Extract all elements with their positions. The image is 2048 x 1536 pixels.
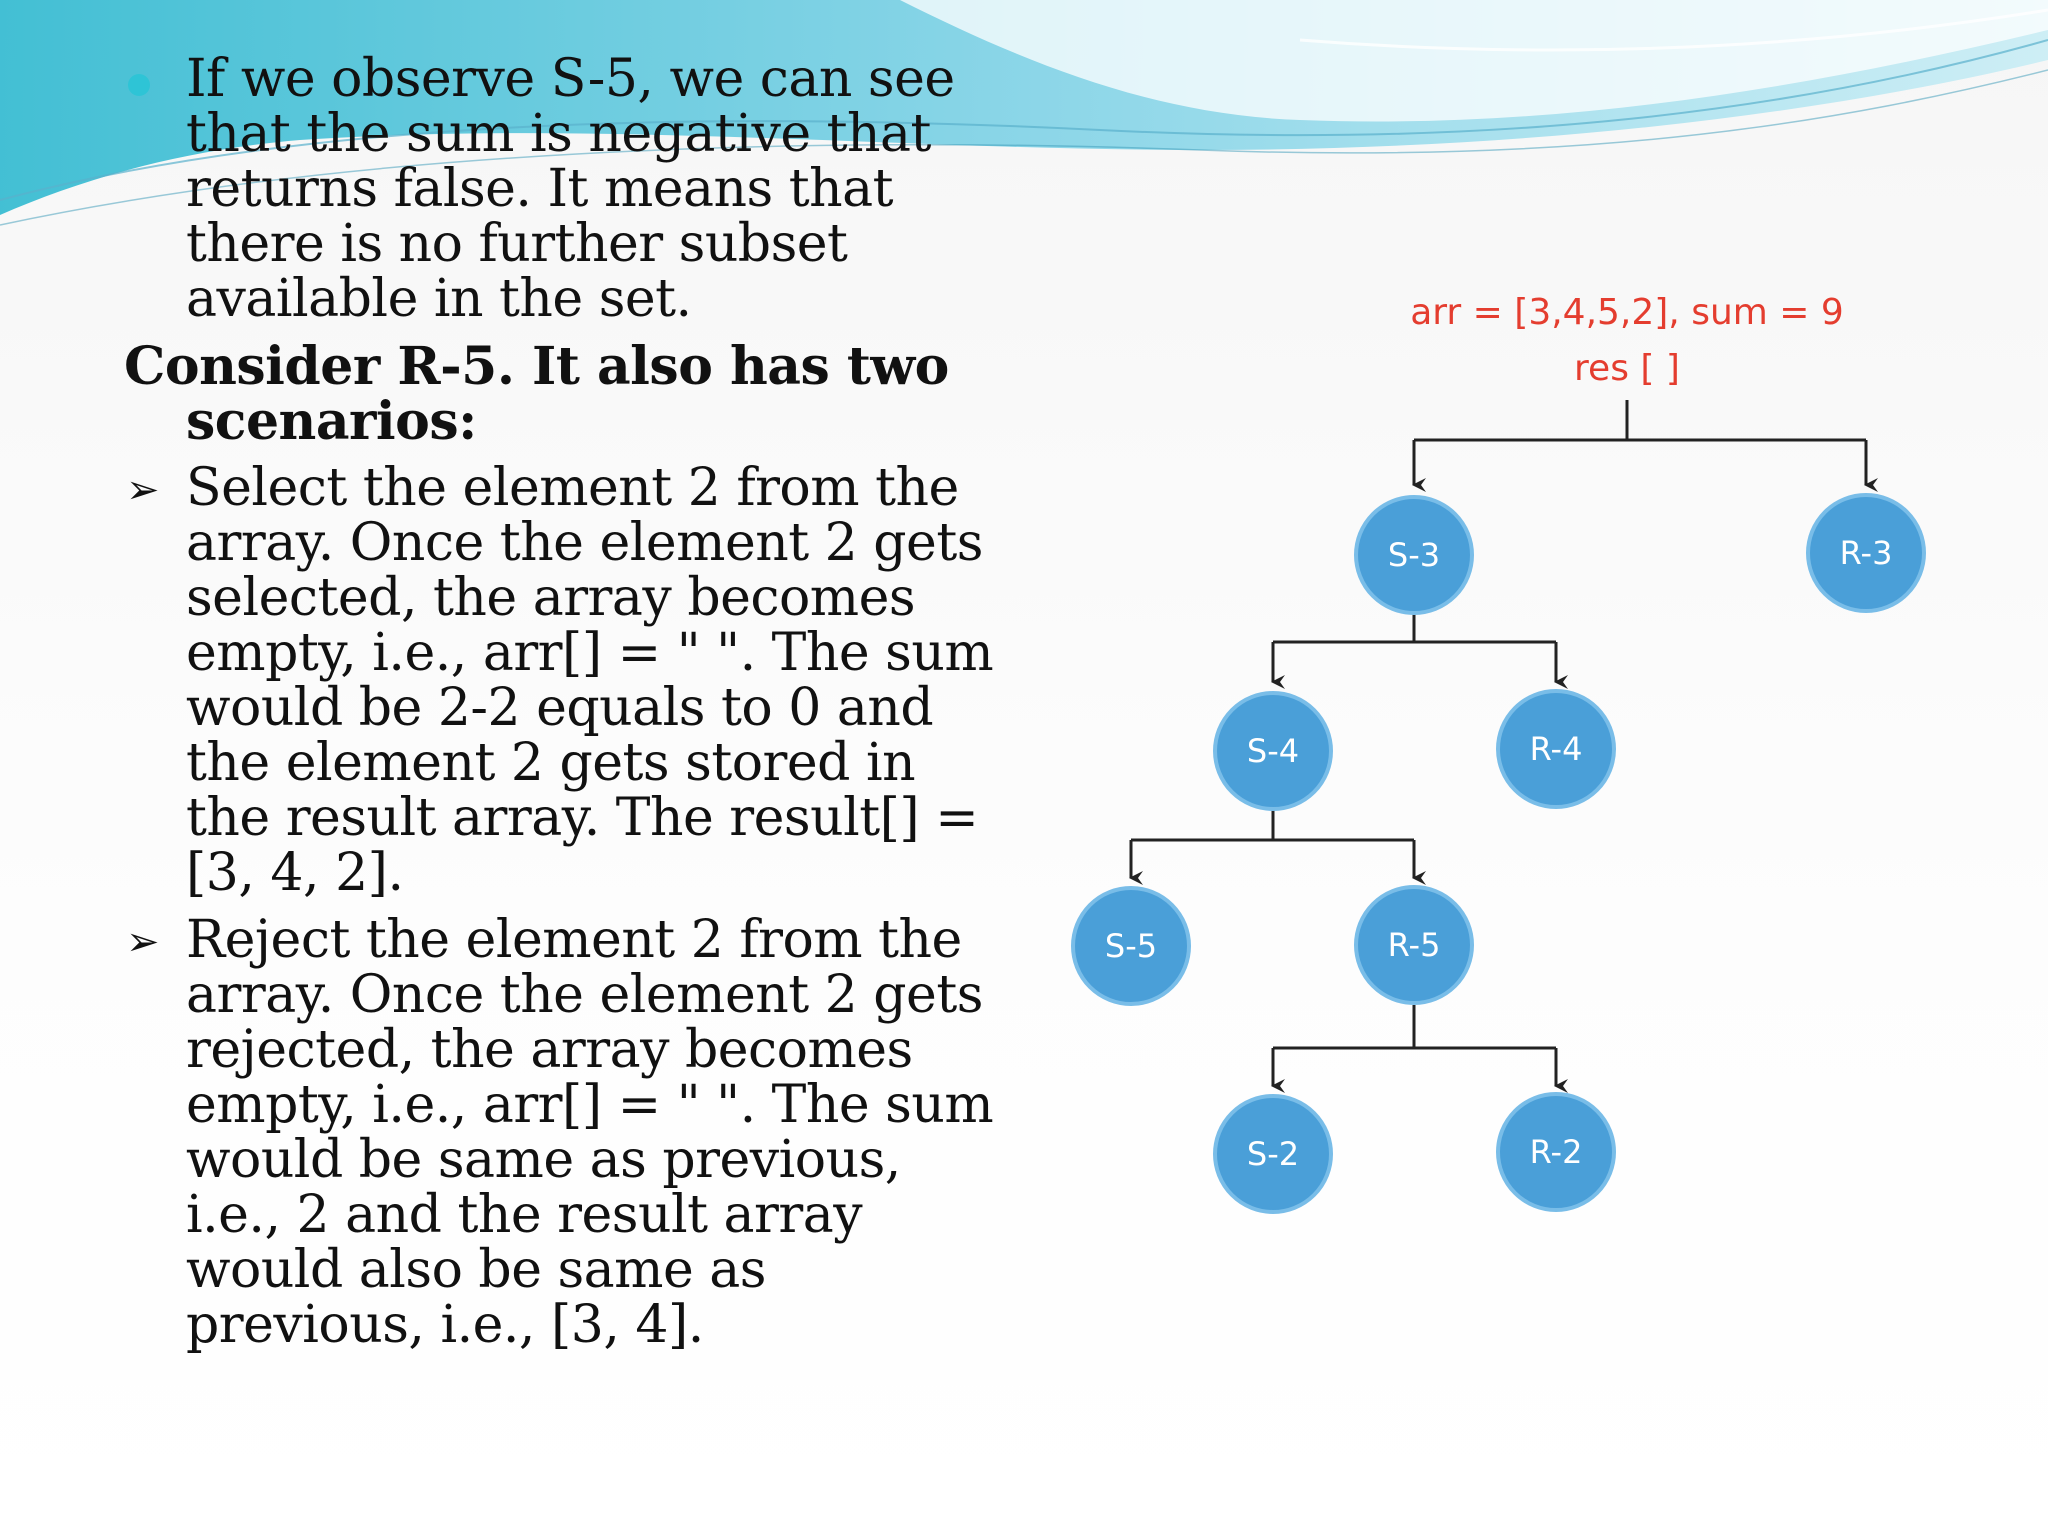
node-label: S-4 <box>1246 732 1300 770</box>
node-label: R-5 <box>1387 926 1441 964</box>
node-label: R-2 <box>1529 1133 1583 1171</box>
node-label: S-2 <box>1246 1135 1300 1173</box>
diagram-header-result: res [ ] <box>1574 348 1680 389</box>
node-label: S-3 <box>1387 536 1441 574</box>
arrowhead-bullet-icon: ➢ <box>126 467 160 513</box>
tree-node-s2 <box>1215 1096 1331 1212</box>
arrow-item-select <box>124 458 1004 903</box>
tree-node-r2 <box>1498 1094 1614 1210</box>
tree-node-s5 <box>1073 888 1189 1004</box>
arrowhead-bullet-icon: ➢ <box>126 919 160 965</box>
diagram-header-array: arr = [3,4,5,2], sum = 9 <box>1410 292 1844 333</box>
tree-node-s3 <box>1356 497 1472 613</box>
arrow-item-text: Reject the element 2 from the array. Once the element 2 gets rejected, the array becomes empty, i.e., arr[] = " ". The sum would be same as previous, i.e., 2 and the result array would also be same as previous, i.e., [3, 4]. <box>186 910 994 1355</box>
node-label: S-5 <box>1104 927 1158 965</box>
tree-node-r5 <box>1356 887 1472 1003</box>
node-label: R-4 <box>1529 730 1583 768</box>
bullet-dot-icon <box>128 74 150 96</box>
tree-node-r4 <box>1498 691 1614 807</box>
bullet-text: If we observe S-5, we can see that the sum is negative that returns false. It means that there is no further subset available in the set. <box>186 49 955 329</box>
tree-node-r3 <box>1808 495 1924 611</box>
section-heading: Consider R-5. It also has two scenarios: <box>124 336 949 452</box>
arrow-item-reject <box>124 910 1004 1355</box>
slide-text <box>124 49 1004 1355</box>
recursion-tree-diagram <box>1040 270 2000 1230</box>
node-label: R-3 <box>1839 534 1893 572</box>
bullet-item <box>124 49 1004 329</box>
arrow-item-text: Select the element 2 from the array. Once the element 2 gets selected, the array becomes empty, i.e., arr[] = " ". The sum would be 2-2 equals to 0 and the element 2 gets stored in the result array. The result[] = [3, 4, 2]. <box>186 458 994 903</box>
tree-node-s4 <box>1215 693 1331 809</box>
